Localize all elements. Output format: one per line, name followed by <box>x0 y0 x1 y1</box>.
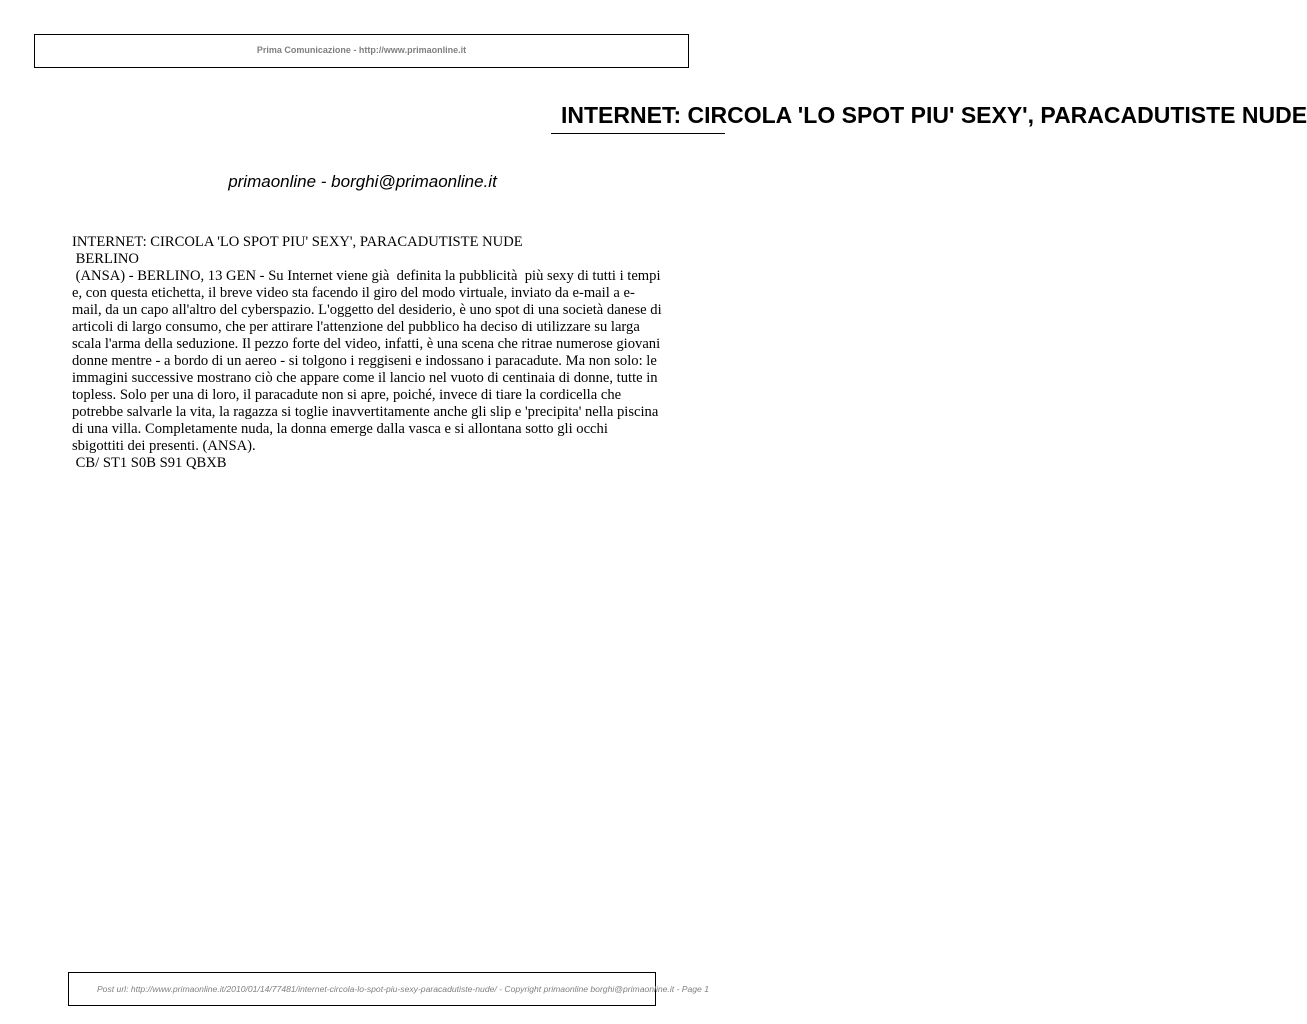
article-headline: INTERNET: CIRCOLA 'LO SPOT PIU' SEXY', PARACADUTISTE NUDE <box>72 234 523 250</box>
author-byline: primaonline - borghi@primaonline.it <box>228 172 497 191</box>
header-site-label: Prima Comunicazione - http://www.primaonline.it <box>256 45 467 55</box>
article-text: (ANSA) - BERLINO, 13 GEN - Su Internet viene già definita la pubblicità più sexy di tutti i tempi e, con questa etichetta, il breve video sta facendo il giro del modo virtuale, inviato da e-mail a e-mail, da un capo all'altro del cyberspazio. L'oggetto del desiderio, è uno spot di una società danese di articoli di largo consumo, che per attirare l'attenzione del pubblico ha deciso di utilizzare su larga scala l'arma della seduzione. Il pezzo forte del video, infatti, è una scena che ritrae numerose giovani donne mentre - a bordo di un aereo - si tolgono i reggiseni e indossano i paracadute. Ma non solo: le immagini successive mostrano ciò che appare come il lancio nel vuoto di centinaia di donne, tutte in topless. Solo per una di loro, il paracadute non si apre, poiché, invece di tiare la cordicella che potrebbe salvarle la vita, la ragazza si toglie inavvertitamente anche gli slip e 'precipita' nella piscina di una villa. Completamente nuda, la donna emerge dalla vasca e si allontana sotto gli occhi sbigottiti dei presenti. (ANSA). <box>72 268 666 454</box>
article-codes: CB/ ST1 S0B S91 QBXB <box>72 455 227 471</box>
header-box <box>34 34 689 68</box>
page-title-container <box>551 100 1307 134</box>
article-body <box>72 234 666 472</box>
article-dateline: BERLINO <box>72 251 139 267</box>
footer-post-url: Post url: http://www.primaonline.it/2010/01/14/77481/internet-circola-lo-spot-piu-sexy-paracadutiste-nude/ - Copyright primaonline borghi@primaonline.it - Page 1 <box>96 984 709 994</box>
page-title: INTERNET: CIRCOLA 'LO SPOT PIU' SEXY', PARACADUTISTE NUDE <box>561 102 1307 128</box>
